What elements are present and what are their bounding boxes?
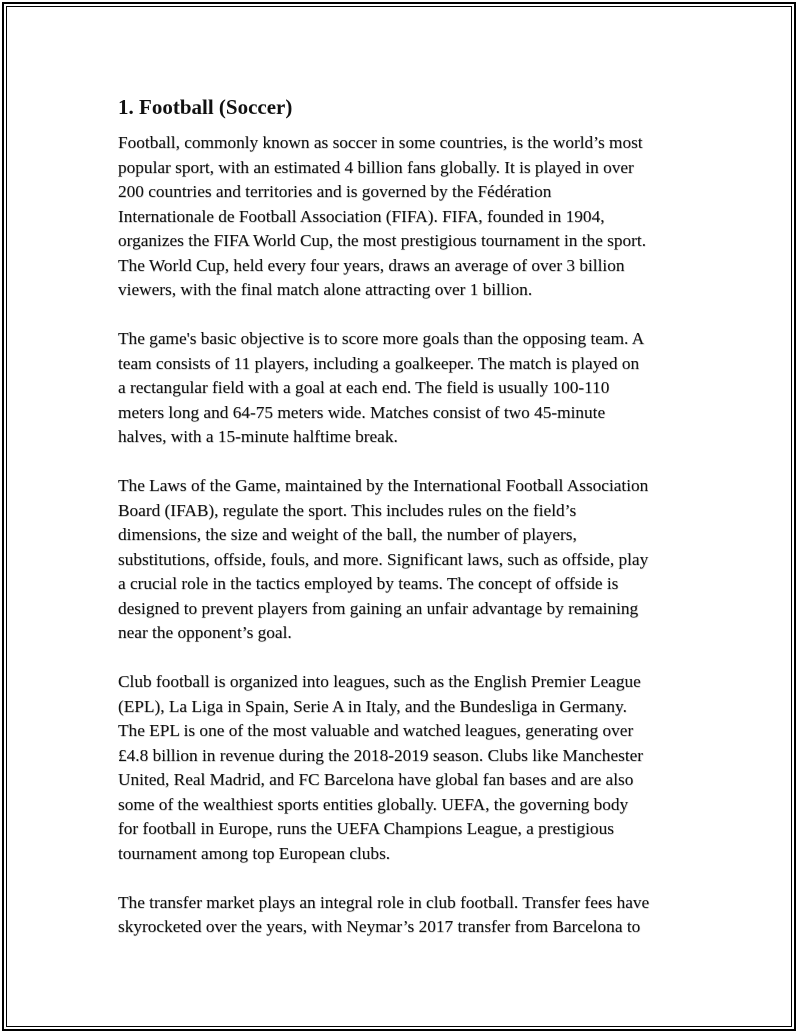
paragraph-line: substitutions, offside, fouls, and more. Significant laws, such as offside, play <box>118 549 649 569</box>
paragraph <box>118 327 688 450</box>
paragraph-line: The Laws of the Game, maintained by the International Football Association <box>118 476 649 495</box>
paragraph-line: dimensions, the size and weight of the ball, the number of players, <box>118 525 577 544</box>
paragraph-line: organizes the FIFA World Cup, the most prestigious tournament in the sport. <box>118 231 647 250</box>
paragraph-line: Club football is organized into leagues, such as the English Premier League <box>118 672 641 691</box>
paragraph-line: some of the wealthiest sports entities globally. UEFA, the governing body <box>118 794 629 814</box>
paragraph-line: The transfer market plays an integral role in club football. Transfer fees have <box>118 892 650 912</box>
paragraph-line: halves, with a 15-minute halftime break. <box>118 427 398 446</box>
paragraph <box>118 670 688 866</box>
paragraph-line: viewers, with the final match alone attracting over 1 billion. <box>118 280 533 299</box>
paragraph <box>118 474 688 646</box>
paragraph-line: designed to prevent players from gaining an unfair advantage by remaining <box>118 598 639 618</box>
paragraph-line: a rectangular field with a goal at each end. The field is usually 100-110 <box>118 378 610 397</box>
paragraph-line: for football in Europe, runs the UEFA Champions League, a prestigious <box>118 819 614 838</box>
paragraph-line: Board (IFAB), regulate the sport. This includes rules on the field’s <box>118 500 577 520</box>
paragraph-line: (EPL), La Liga in Spain, Serie A in Italy, and the Bundesliga in Germany. <box>118 696 627 716</box>
document-body <box>118 94 688 964</box>
paragraph-line: 200 countries and territories and is governed by the Fédération <box>118 182 552 201</box>
paragraph <box>118 131 688 303</box>
paragraph-line: a crucial role in the tactics employed by teams. The concept of offside is <box>118 574 619 593</box>
paragraph-line: near the opponent’s goal. <box>118 623 292 642</box>
paragraph-line: meters long and 64-75 meters wide. Matches consist of two 45-minute <box>118 402 606 422</box>
paragraph <box>118 891 688 940</box>
paragraph-line: Internationale de Football Association (FIFA). FIFA, founded in 1904, <box>118 206 605 226</box>
paragraph-line: tournament among top European clubs. <box>118 843 391 863</box>
paragraph-line: £4.8 billion in revenue during the 2018-2019 season. Clubs like Manchester <box>118 745 644 765</box>
paragraph-line: The EPL is one of the most valuable and watched leagues, generating over <box>118 721 634 740</box>
paragraph-line: popular sport, with an estimated 4 billion fans globally. It is played in over <box>118 157 634 177</box>
paragraph-line: United, Real Madrid, and FC Barcelona have global fan bases and are also <box>118 770 634 789</box>
paragraph-line: Football, commonly known as soccer in some countries, is the world’s most <box>118 133 643 152</box>
paragraph-line: skyrocketed over the years, with Neymar’s 2017 transfer from Barcelona to <box>118 917 641 936</box>
section-heading: 1. Football (Soccer) <box>118 95 293 119</box>
paragraph-list <box>118 131 688 940</box>
paragraph-line: team consists of 11 players, including a goalkeeper. The match is played on <box>118 353 640 373</box>
paragraph-line: The World Cup, held every four years, draws an average of over 3 billion <box>118 255 625 275</box>
paragraph-line: The game's basic objective is to score more goals than the opposing team. A <box>118 329 645 348</box>
